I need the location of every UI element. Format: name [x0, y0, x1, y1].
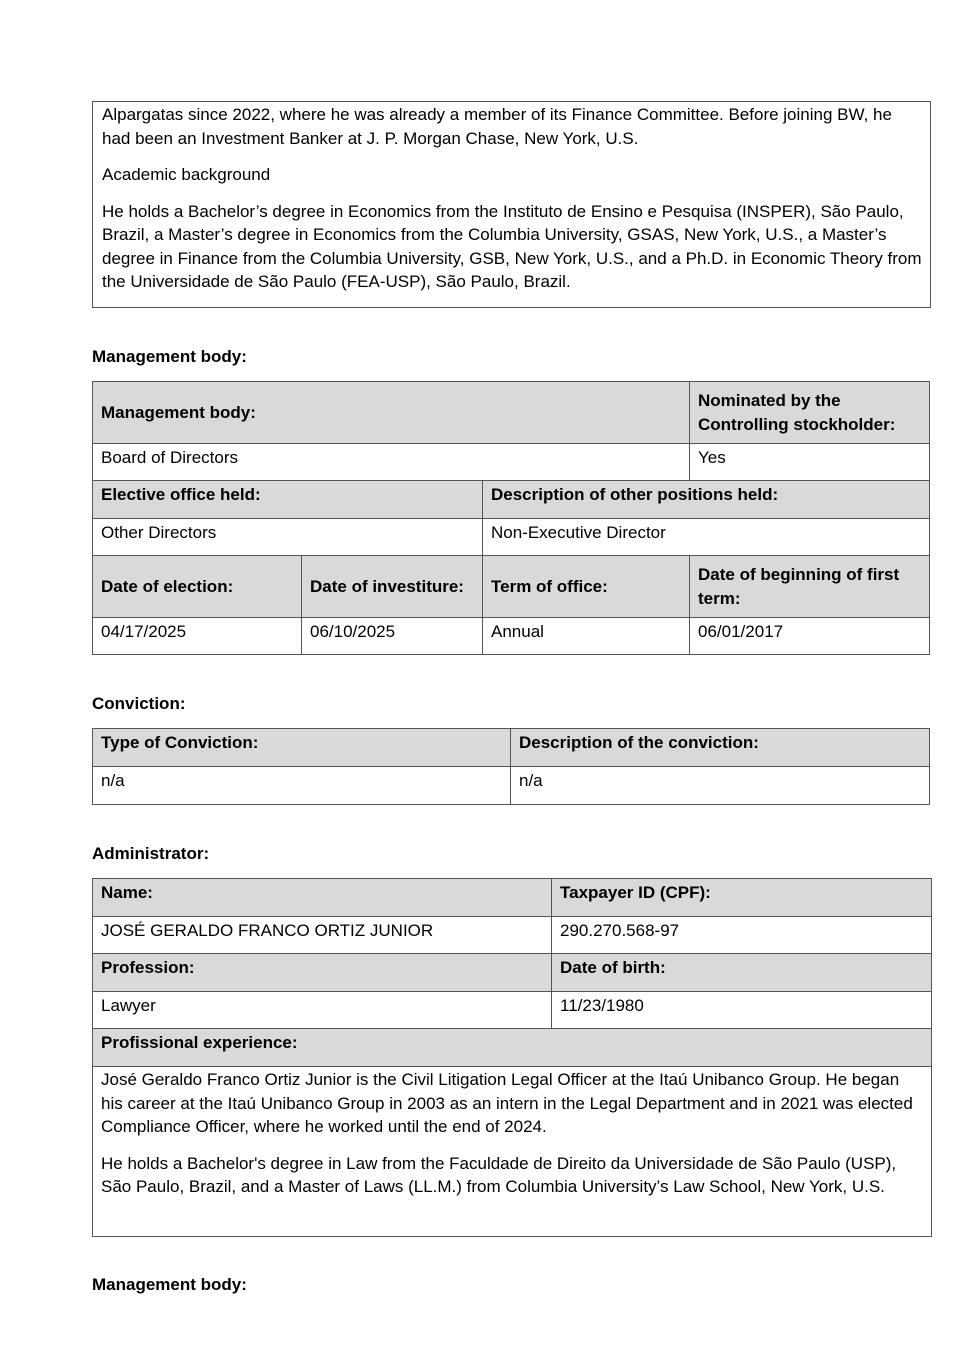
management-body-heading: Management body:: [92, 347, 247, 366]
cpf-label: Taxpayer ID (CPF):: [552, 879, 932, 917]
nominated-value: Yes: [690, 444, 930, 481]
other-positions-label: Description of other positions held:: [483, 481, 930, 519]
term-value: Annual: [483, 618, 690, 655]
term-label: Term of office:: [483, 556, 690, 618]
profession-label: Profession:: [93, 954, 552, 992]
experience-paragraph-1: José Geraldo Franco Ortiz Junior is the Civil Litigation Legal Officer at the Itaú Unibanco Group. He began his career at the Itaú Unibanco Group in 2003 as an intern in the Legal Department and in 2021 was elected Compliance Officer, where he worked until the end of 2024.: [101, 1070, 913, 1136]
administrator-heading: Administrator:: [92, 844, 210, 863]
birth-label: Date of birth:: [552, 954, 932, 992]
first-term-label: Date of beginning of first term:: [690, 556, 930, 618]
date-election-value: 04/17/2025: [93, 618, 302, 655]
date-election-label: Date of election:: [93, 556, 302, 618]
management-body-label: Management body:: [93, 382, 690, 444]
academic-background-label: Academic background: [102, 165, 271, 184]
experience-cell: [93, 1067, 932, 1237]
administrator-table: [92, 878, 932, 1237]
experience-paragraph-2: He holds a Bachelor's degree in Law from the Faculdade de Direito da Universidade de São Paulo (USP), São Paulo, Brazil, and a Master of Laws (LL.M.) from Columbia University’s Law School, New York, U.S.: [101, 1153, 897, 1196]
birth-value: 11/23/1980: [552, 992, 932, 1029]
nominated-label: Nominated by the Controlling stockholder:: [690, 382, 930, 444]
conviction-heading: Conviction:: [92, 694, 186, 713]
name-value: JOSÉ GERALDO FRANCO ORTIZ JUNIOR: [93, 917, 552, 954]
cpf-value: 290.270.568-97: [552, 917, 932, 954]
conviction-table: [92, 728, 930, 805]
continuation-paragraph-experience: Alpargatas since 2022, where he was already a member of its Finance Committee. Before joining BW, he had been an Investment Banker at J. P. Morgan Chase, New York, U.S.: [102, 105, 892, 148]
continuation-box: [92, 101, 931, 308]
management-body-heading-2: Management body:: [92, 1275, 247, 1294]
experience-label: Profissional experience:: [93, 1029, 932, 1067]
date-investiture-value: 06/10/2025: [302, 618, 483, 655]
first-term-value: 06/01/2017: [690, 618, 930, 655]
conviction-description-label: Description of the conviction:: [511, 729, 930, 767]
profession-value: Lawyer: [93, 992, 552, 1029]
conviction-type-value: n/a: [93, 767, 511, 805]
name-label: Name:: [93, 879, 552, 917]
date-investiture-label: Date of investiture:: [302, 556, 483, 618]
conviction-type-label: Type of Conviction:: [93, 729, 511, 767]
management-body-value: Board of Directors: [93, 444, 690, 481]
elective-office-label: Elective office held:: [93, 481, 483, 519]
elective-office-value: Other Directors: [93, 519, 483, 556]
management-body-table: [92, 381, 930, 655]
academic-background-text: He holds a Bachelor’s degree in Economics from the Instituto de Ensino e Pesquisa (INSPER), São Paulo, Brazil, a Master’s degree in Economics from the Columbia University, GSAS, New York, U.S., a Master’s degree in Finance from the Columbia University, GSB, New York, U.S., and a Ph.D. in Economic Theory from the Universidade de São Paulo (FEA-USP), São Paulo, Brazil.: [102, 201, 922, 291]
other-positions-value: Non-Executive Director: [483, 519, 930, 556]
conviction-description-value: n/a: [511, 767, 930, 805]
